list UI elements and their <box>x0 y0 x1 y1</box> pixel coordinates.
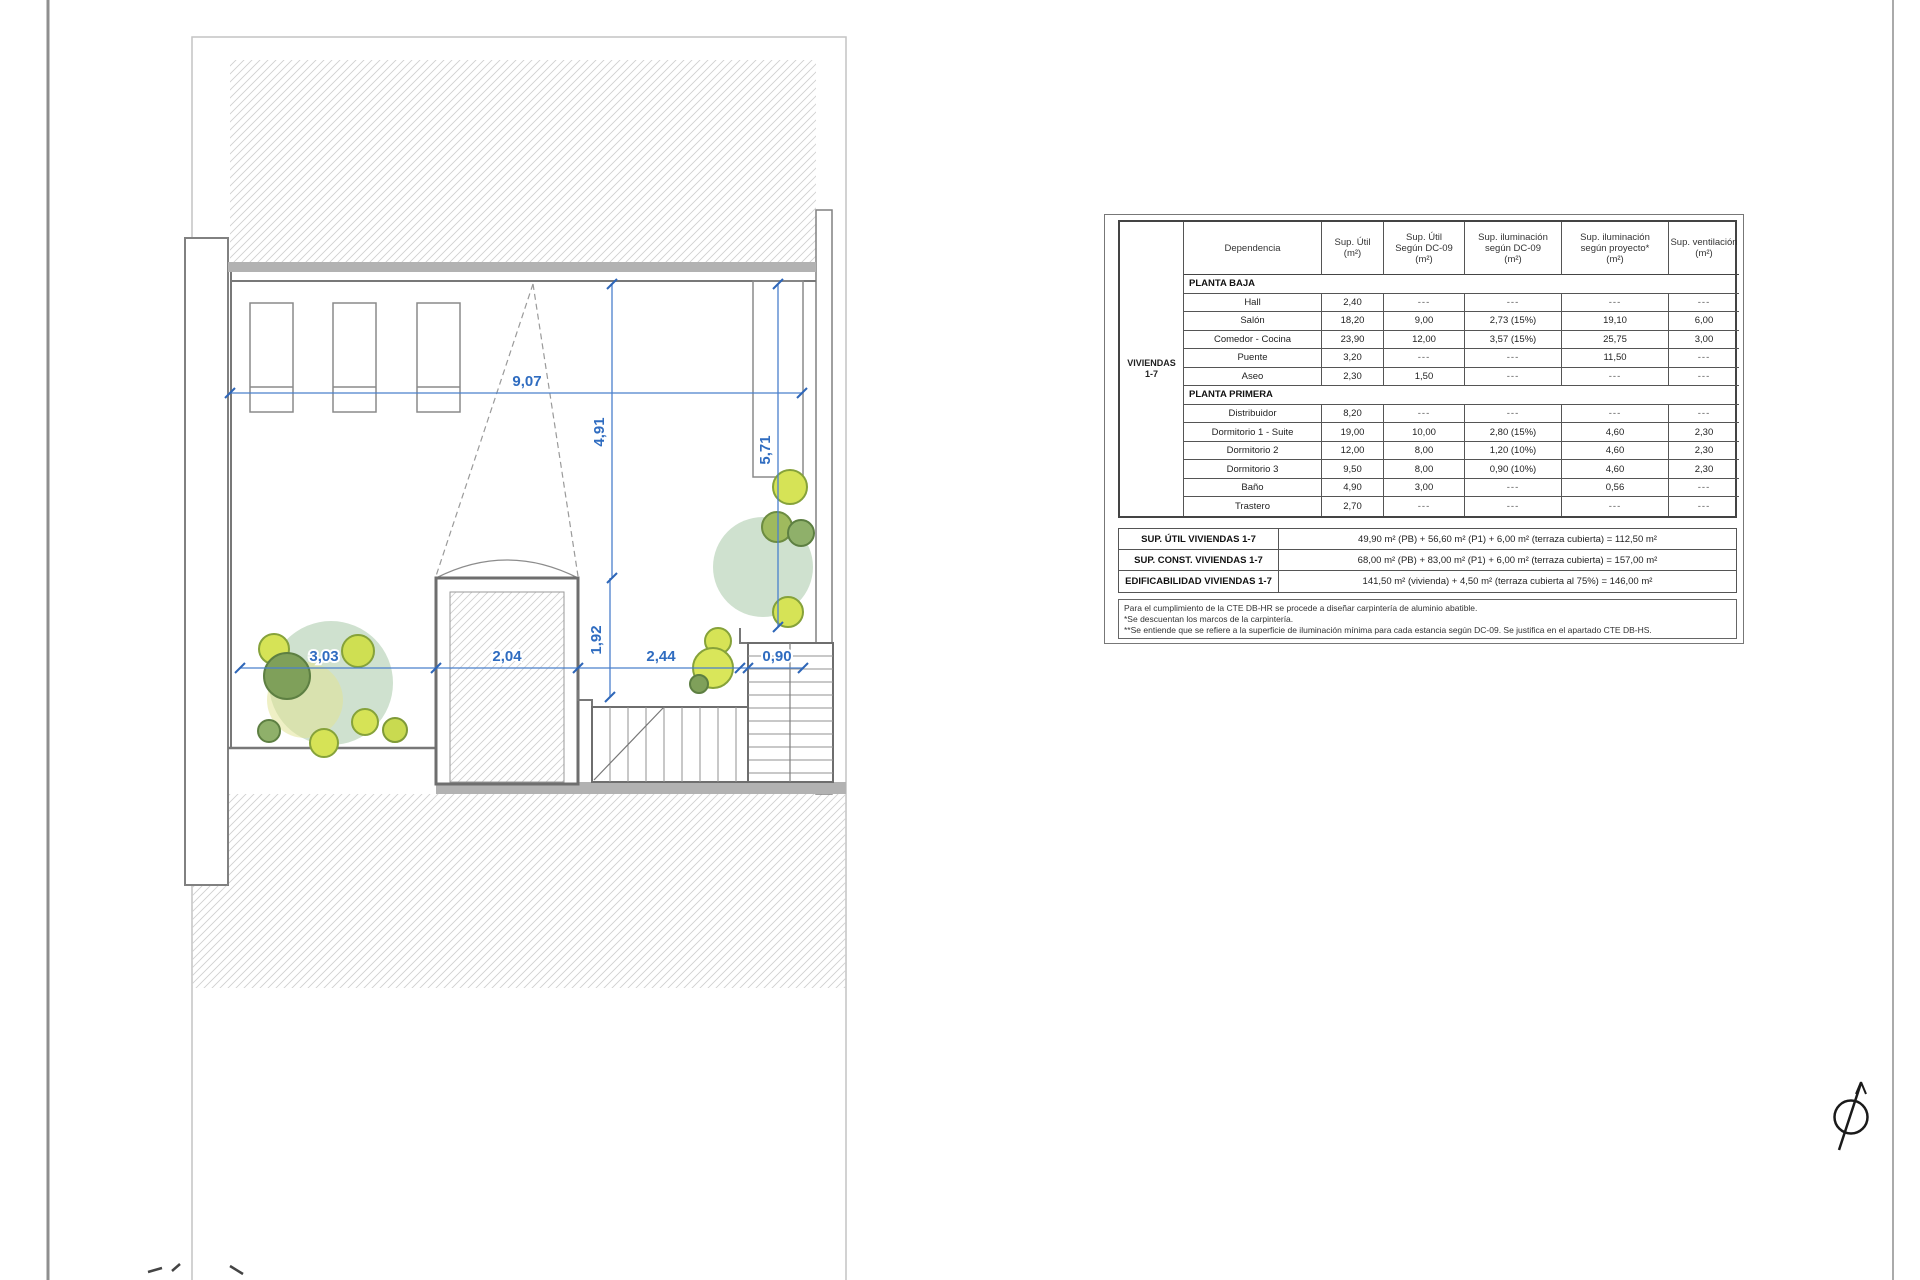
shrub <box>352 709 378 735</box>
table-cell: --- <box>1669 349 1739 368</box>
group-label-line1: VIVIENDAS <box>1127 358 1176 368</box>
table-cell: --- <box>1562 368 1669 387</box>
table-cell: 12,00 <box>1384 331 1465 350</box>
table-cell: --- <box>1384 349 1465 368</box>
table-cell: --- <box>1562 405 1669 424</box>
dim-right-height: 5,71 <box>757 435 774 465</box>
pergola-slats <box>250 303 460 412</box>
table-cell: --- <box>1669 479 1739 498</box>
group-label-line2: 1-7 <box>1144 369 1158 379</box>
shrub <box>788 520 814 546</box>
shrub <box>383 718 407 742</box>
table-cell: 1,50 <box>1384 368 1465 387</box>
table-cell: --- <box>1465 497 1562 516</box>
slat-1 <box>250 303 293 412</box>
table-cell: 19,10 <box>1562 312 1669 331</box>
note-line: *Se descuentan los marcos de la carpintería. <box>1124 614 1294 624</box>
table-cell-room-name: Comedor - Cocina <box>1184 331 1322 350</box>
table-cell: --- <box>1465 405 1562 424</box>
header-text: Sup. Útil <box>1334 237 1371 248</box>
table-cell: 4,60 <box>1562 442 1669 461</box>
table-cell: --- <box>1465 349 1562 368</box>
header-ventilacion <box>1669 222 1739 275</box>
garden-right-wall-jog <box>740 628 748 643</box>
table-cell: --- <box>1669 294 1739 313</box>
table-cell: 4,60 <box>1562 460 1669 479</box>
table-cell: --- <box>1465 294 1562 313</box>
table-cell: 1,20 (10%) <box>1465 442 1562 461</box>
table-cell: 2,40 <box>1322 294 1384 313</box>
header-text: según proyecto* <box>1580 242 1650 254</box>
table-cell: 2,30 <box>1669 442 1739 461</box>
table-cell: --- <box>1669 405 1739 424</box>
table-cell: 18,20 <box>1322 312 1384 331</box>
table-cell: 8,20 <box>1322 405 1384 424</box>
dim-porch-depth: 1,92 <box>588 625 605 655</box>
table-cell: 6,00 <box>1669 312 1739 331</box>
table-cell: --- <box>1562 497 1669 516</box>
notes-box <box>1118 599 1737 639</box>
header-text: (m²) <box>1606 253 1624 265</box>
shrub <box>342 635 374 667</box>
table-cell-room-name: Distribuidor <box>1184 405 1322 424</box>
shrub <box>762 512 792 542</box>
group-label-cell <box>1120 222 1184 516</box>
summary-label: SUP. CONST. VIVIENDAS 1-7 <box>1119 550 1279 570</box>
table-cell: 19,00 <box>1322 423 1384 442</box>
header-text: Sup. Útil <box>1406 231 1442 243</box>
section-row-planta-primera: PLANTA PRIMERA <box>1184 386 1739 405</box>
header-ilum-proyecto <box>1562 222 1669 275</box>
table-cell: 3,00 <box>1669 331 1739 350</box>
shrub <box>258 720 280 742</box>
shrub <box>310 729 338 757</box>
table-cell: 4,60 <box>1562 423 1669 442</box>
table-cell-room-name: Salón <box>1184 312 1322 331</box>
summary-value: 68,00 m² (PB) + 83,00 m² (P1) + 6,00 m² (terraza cubierta) = 157,00 m² <box>1357 554 1658 566</box>
header-text: (m²) <box>1504 253 1522 265</box>
table-cell: 4,90 <box>1322 479 1384 498</box>
header-text: (m²) <box>1415 253 1433 265</box>
header-dependencia <box>1184 222 1322 275</box>
surface-table-frame <box>1104 214 1744 644</box>
table-cell: 3,20 <box>1322 349 1384 368</box>
summary-row <box>1119 529 1736 550</box>
table-cell: --- <box>1384 497 1465 516</box>
summary-row <box>1119 550 1736 571</box>
table-cell-room-name: Hall <box>1184 294 1322 313</box>
table-cell: 12,00 <box>1322 442 1384 461</box>
staircase-bottom-flight <box>592 707 748 782</box>
table-cell: 11,50 <box>1562 349 1669 368</box>
table-cell: 9,50 <box>1322 460 1384 479</box>
table-cell: --- <box>1669 368 1739 387</box>
table-cell-room-name: Puente <box>1184 349 1322 368</box>
table-cell-room-name: Baño <box>1184 479 1322 498</box>
shrub <box>690 675 708 693</box>
summary-value: 141,50 m² (vivienda) + 4,50 m² (terraza cubierta al 75%) = 146,00 m² <box>1362 576 1653 587</box>
header-text: Sup. iluminación <box>1580 231 1650 243</box>
void-arc <box>436 560 578 578</box>
table-cell: 2,30 <box>1669 423 1739 442</box>
table-cell: 23,90 <box>1322 331 1384 350</box>
header-text: Según DC-09 <box>1395 242 1453 254</box>
chimney-block-hatch <box>450 592 564 782</box>
summary-label: SUP. ÚTIL VIVIENDAS 1-7 <box>1119 529 1279 549</box>
summary-row <box>1119 571 1736 592</box>
table-cell: --- <box>1384 294 1465 313</box>
table-cell-room-name: Dormitorio 2 <box>1184 442 1322 461</box>
table-cell: 2,30 <box>1669 460 1739 479</box>
dim-seg-chimney: 2,04 <box>492 648 522 665</box>
header-text: Dependencia <box>1224 242 1281 254</box>
table-cell: 25,75 <box>1562 331 1669 350</box>
summary-label: EDIFICABILIDAD VIVIENDAS 1-7 <box>1119 571 1279 592</box>
hatch-bottom-band <box>192 794 846 988</box>
top-wall-band <box>228 262 816 272</box>
table-cell-room-name: Aseo <box>1184 368 1322 387</box>
summary-value: 49,90 m² (PB) + 56,60 m² (P1) + 6,00 m² (terraza cubierta) = 112,50 m² <box>1358 533 1657 545</box>
table-cell: 2,73 (15%) <box>1465 312 1562 331</box>
header-ilum-dc09 <box>1465 222 1562 275</box>
dim-total-width: 9,07 <box>512 373 542 390</box>
table-cell: 3,57 (15%) <box>1465 331 1562 350</box>
table-cell: 2,80 (15%) <box>1465 423 1562 442</box>
left-wall-strip <box>185 238 228 885</box>
dim-seg-right: 2,44 <box>646 648 676 665</box>
header-text: Sup. iluminación <box>1478 231 1548 243</box>
slat-3 <box>417 303 460 412</box>
table-cell: --- <box>1465 479 1562 498</box>
table-cell-room-name: Trastero <box>1184 497 1322 516</box>
table-cell: 8,00 <box>1384 460 1465 479</box>
header-sup-util-dc09 <box>1384 222 1465 275</box>
section-row-planta-baja: PLANTA BAJA <box>1184 275 1739 294</box>
summary-table <box>1118 528 1737 593</box>
header-sup-util <box>1322 222 1384 275</box>
dim-seg-stair: 0,90 <box>762 648 792 665</box>
tree-cluster-left <box>258 621 407 757</box>
table-cell: 8,00 <box>1384 442 1465 461</box>
surface-table <box>1118 220 1737 518</box>
table-cell-room-name: Dormitorio 3 <box>1184 460 1322 479</box>
table-cell: 3,00 <box>1384 479 1465 498</box>
table-cell: 2,70 <box>1322 497 1384 516</box>
table-cell: --- <box>1562 294 1669 313</box>
shrub <box>264 653 310 699</box>
header-text: Sup. ventilación <box>1670 237 1738 248</box>
table-cell: 0,56 <box>1562 479 1669 498</box>
table-cell: 10,00 <box>1384 423 1465 442</box>
dim-seg-left: 3,03 <box>309 648 339 665</box>
table-cell: --- <box>1384 405 1465 424</box>
header-text: según DC-09 <box>1485 242 1541 254</box>
north-arrow-icon <box>1835 1082 1868 1150</box>
table-cell: 2,30 <box>1322 368 1384 387</box>
table-cell: 0,90 (10%) <box>1465 460 1562 479</box>
note-line: **Se entiende que se refiere a la superficie de iluminación mínima para cada estancia según DC-09. Se justifica en el apartado CTE DB-HS. <box>1124 625 1652 635</box>
hatch-top-band <box>230 60 816 262</box>
dim-left-height: 4,91 <box>591 417 608 447</box>
note-line: Para el cumplimiento de la CTE DB-HR se procede a diseñar carpintería de aluminio abatible. <box>1124 603 1478 613</box>
stair-left-wall-jog <box>578 690 592 707</box>
slat-2 <box>333 303 376 412</box>
page-edge-marks <box>148 1264 243 1274</box>
table-cell: 9,00 <box>1384 312 1465 331</box>
table-cell: --- <box>1465 368 1562 387</box>
table-cell-room-name: Dormitorio 1 - Suite <box>1184 423 1322 442</box>
header-text: (m²) <box>1695 248 1713 259</box>
header-text: (m²) <box>1343 248 1362 259</box>
table-cell: --- <box>1697 501 1711 513</box>
